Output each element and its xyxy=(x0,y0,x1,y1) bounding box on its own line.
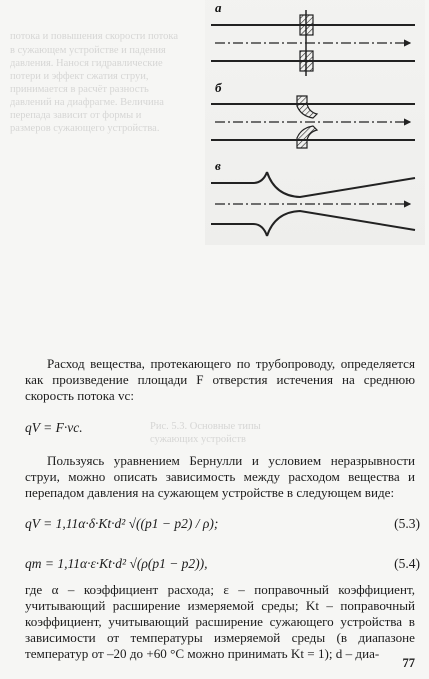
nozzle-drawing xyxy=(211,96,415,148)
formula-volume-flow-basic xyxy=(25,420,420,436)
formula-volume-flow xyxy=(25,516,420,532)
paragraph-flow-rate: Расход вещества, протекающего по трубопроводу, определяется как произведение площади F отверстия истечения на среднюю скорость потока vc: xyxy=(25,356,415,403)
bleedthrough-text-lower: Рис. 5.3. Основные типы сужающих устройств xyxy=(150,421,261,445)
figure-label-c: в xyxy=(215,158,221,173)
bleedthrough-text: потока и повышения скорости потока в сужающем устройстве и падения давления. Нанося гидравлические потери и эффект сжатия струи, принимается в расчёт разность давлений на диафрагме. Величина перепада зависит от формы и размеров сужающего устройства. xyxy=(10,31,178,134)
figure-narrowing-devices xyxy=(205,0,425,245)
formula-mass-flow xyxy=(25,556,420,572)
figure-label-b: б xyxy=(215,80,222,95)
formula-text: qm = 1,11α·ε·Kt·d² √(ρ(p1 − p2)), xyxy=(25,556,208,571)
formula-number: (5.3) xyxy=(394,516,420,531)
paragraph-definitions: где α – коэффициент расхода; ε – поправочный коэффициент, учитывающий расширение измеряемой среды; Kt – поправочный коэффициент, учитывающий расширение сужающего устройства в зависимости от температуры измеряемой среды (в диапазоне температур от –20 до +60 °С можно принимать Kt = 1); d – диа- xyxy=(25,582,415,661)
figure-label-a: а xyxy=(215,0,222,15)
diaphragm-drawing xyxy=(211,10,415,76)
paragraph-bernoulli: Пользуясь уравнением Бернулли и условием неразрывности струи, можно описать зависимость между расходом вещества и перепадом давления на сужающем устройстве в следующем виде: xyxy=(25,453,415,500)
formula-text: qV = F·vc. xyxy=(25,420,83,435)
figure-drawing xyxy=(205,0,425,245)
formula-number: (5.4) xyxy=(394,556,420,571)
formula-text: qV = 1,11α·δ·Kt·d² √((p1 − p2) / ρ); xyxy=(25,516,219,531)
page-number: 77 xyxy=(402,656,415,670)
venturi-drawing xyxy=(211,172,415,236)
